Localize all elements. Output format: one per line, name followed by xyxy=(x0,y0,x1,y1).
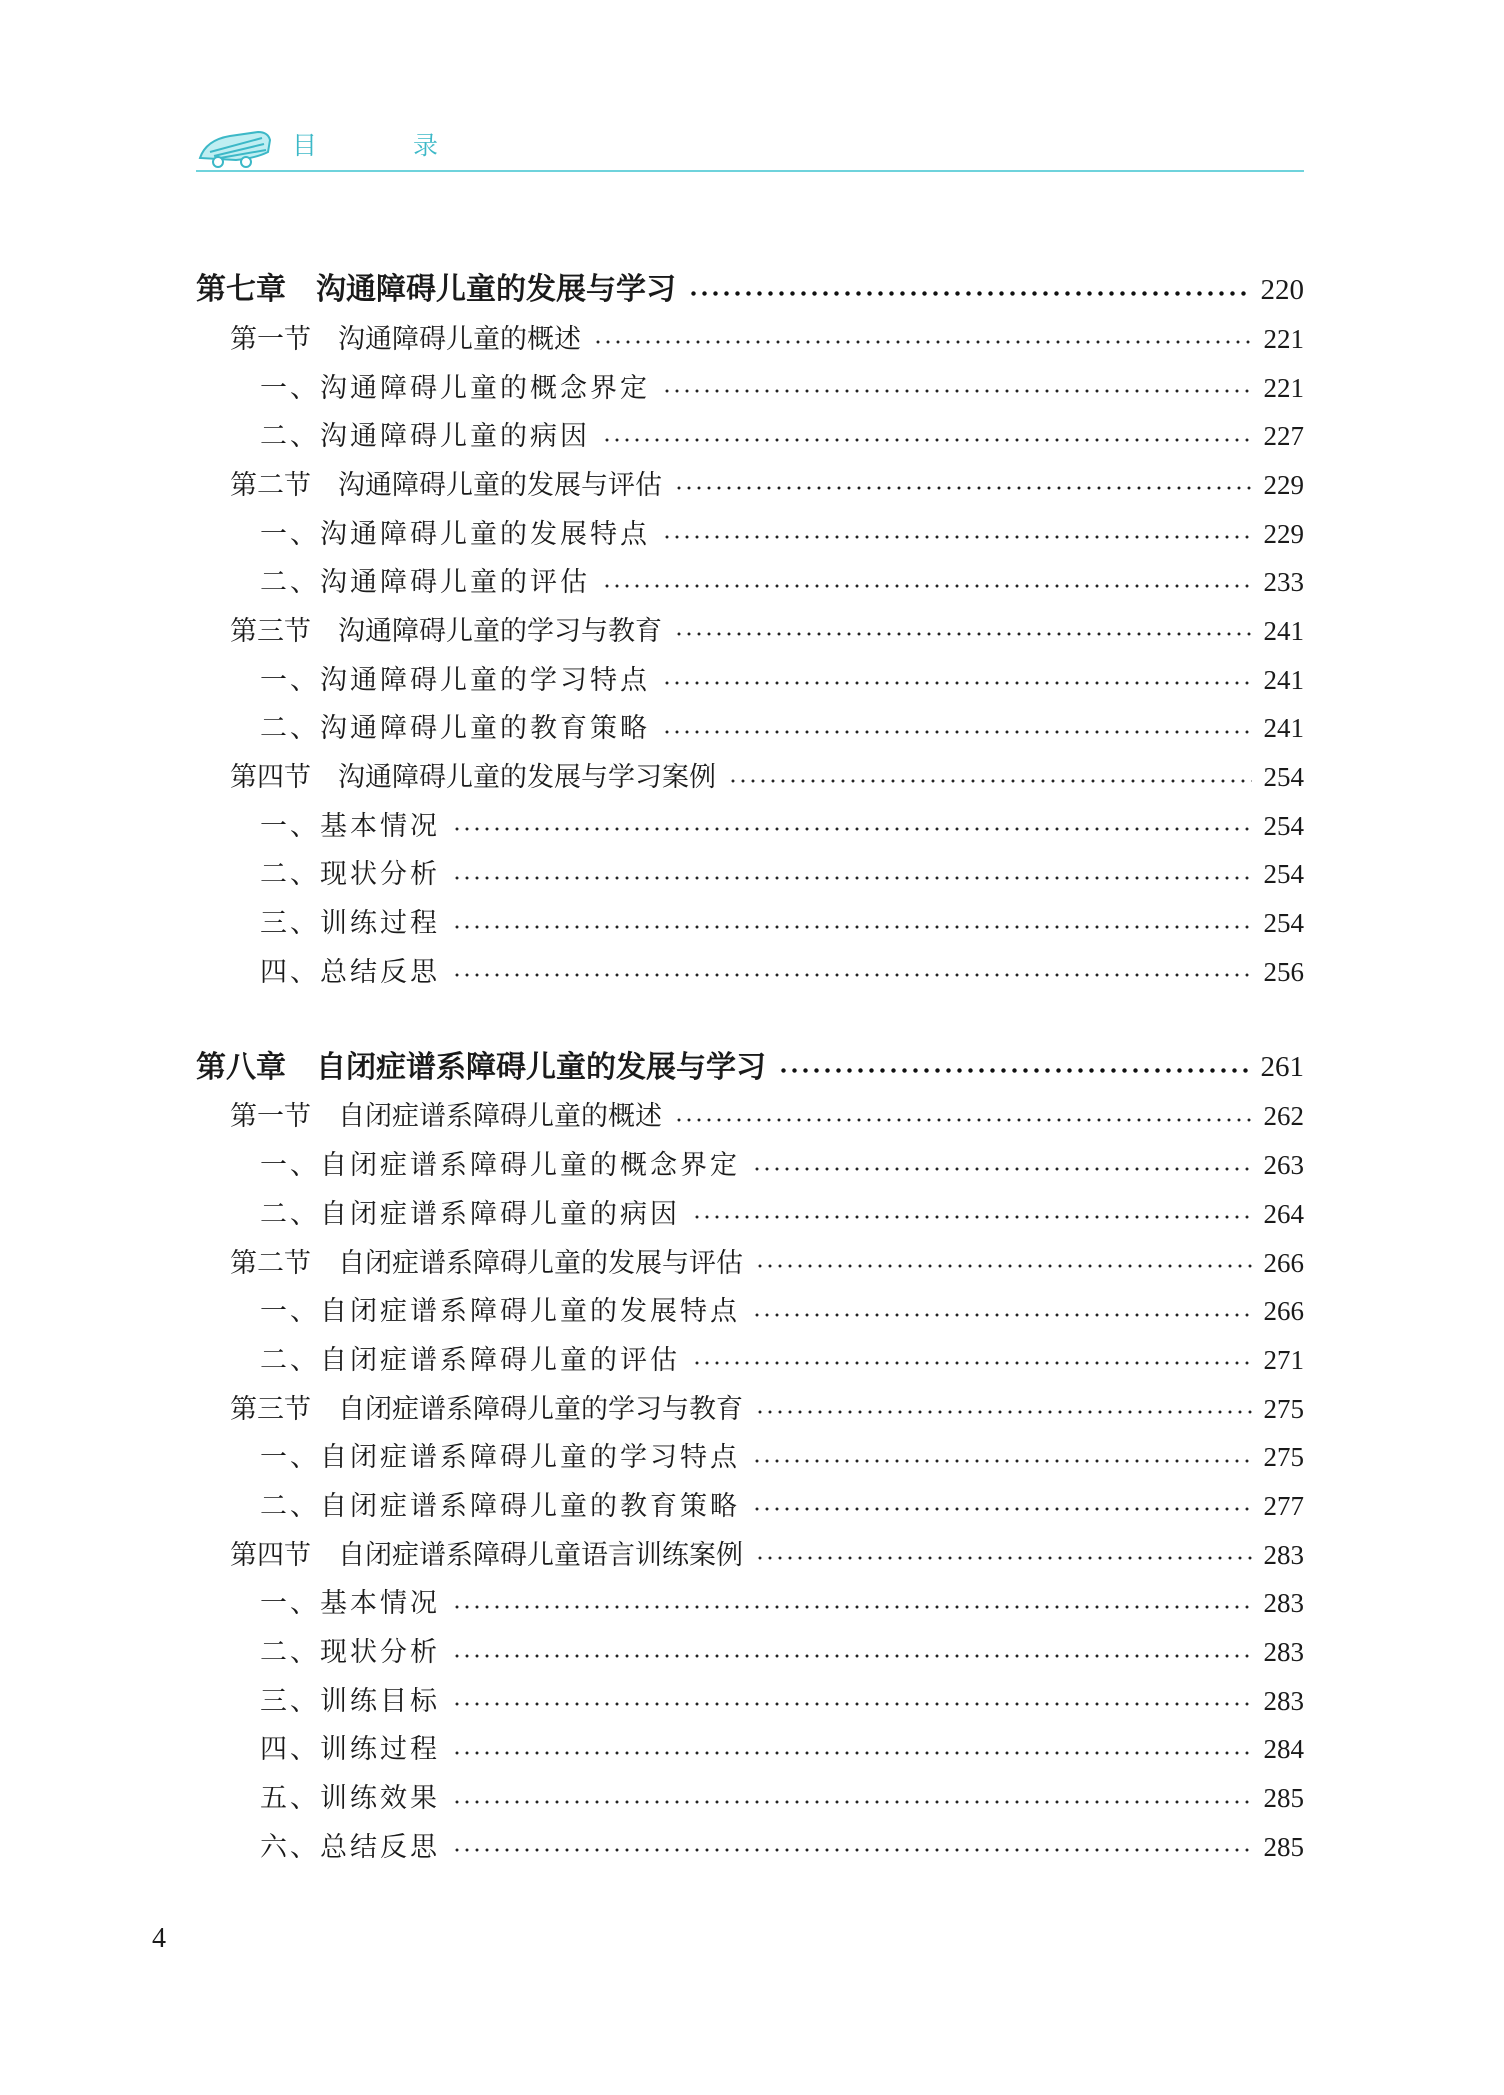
toc-entry-title: 一、基本情况 xyxy=(260,1588,440,1620)
toc-page-number: 283 xyxy=(1263,1637,1304,1668)
toc-page-number: 256 xyxy=(1263,956,1304,987)
toc-page-number: 275 xyxy=(1263,1442,1304,1473)
toc-page-number: 275 xyxy=(1263,1393,1304,1424)
toc-page-number: 241 xyxy=(1263,664,1304,695)
toc-entry-title: 第二节 自闭症谱系障碍儿童的发展与评估 xyxy=(230,1247,743,1279)
toc-item-row[interactable] xyxy=(196,1726,1304,1775)
toc-page-number: 262 xyxy=(1263,1101,1304,1132)
toc-item-row[interactable] xyxy=(196,705,1304,754)
toc-page-number: 221 xyxy=(1263,323,1304,354)
dot-leader xyxy=(662,389,1252,393)
toc-page-number: 241 xyxy=(1263,713,1304,744)
toc-section-row[interactable] xyxy=(196,315,1304,364)
toc-page-number: 283 xyxy=(1263,1588,1304,1619)
dot-leader xyxy=(752,1313,1252,1317)
dot-leader xyxy=(452,925,1252,929)
dot-leader xyxy=(452,827,1252,831)
toc-page-number: 261 xyxy=(1260,1051,1304,1084)
toc-entry-title: 第四节 自闭症谱系障碍儿童语言训练案例 xyxy=(230,1539,743,1571)
toc-entry-title: 三、训练过程 xyxy=(260,908,440,940)
toc-page-number: 264 xyxy=(1263,1198,1304,1229)
header-title: 目 录 xyxy=(292,131,482,160)
toc-chapter-row[interactable] xyxy=(196,265,1304,315)
toc-section-row[interactable] xyxy=(196,1531,1304,1580)
toc-chapter-block xyxy=(196,265,1304,997)
toc-entry-title: 四、总结反思 xyxy=(260,956,440,988)
toc-entry-title: 第三节 沟通障碍儿童的学习与教育 xyxy=(230,615,662,647)
table-of-contents xyxy=(196,265,1304,1918)
toc-entry-title: 六、总结反思 xyxy=(260,1831,440,1863)
toc-page-number: 233 xyxy=(1263,567,1304,598)
dot-leader xyxy=(674,486,1252,490)
toc-entry-title: 二、自闭症谱系障碍儿童的教育策略 xyxy=(260,1490,740,1522)
toc-item-row[interactable] xyxy=(196,1190,1304,1239)
toc-entry-title: 第七章 沟通障碍儿童的发展与学习 xyxy=(196,272,676,307)
dot-leader xyxy=(662,730,1252,734)
dot-leader xyxy=(674,632,1252,636)
page-number: 4 xyxy=(152,1923,166,1954)
toc-page-number: 229 xyxy=(1263,469,1304,500)
toc-entry-title: 一、自闭症谱系障碍儿童的概念界定 xyxy=(260,1150,740,1182)
toc-page-number: 254 xyxy=(1263,908,1304,939)
toc-page-number: 227 xyxy=(1263,421,1304,452)
dot-leader xyxy=(452,876,1252,880)
dot-leader xyxy=(755,1556,1252,1560)
toc-item-row[interactable] xyxy=(196,510,1304,559)
toc-page-number: 220 xyxy=(1260,273,1304,306)
toc-page-number: 241 xyxy=(1263,615,1304,646)
toc-entry-title: 第四节 沟通障碍儿童的发展与学习案例 xyxy=(230,762,716,794)
toc-item-row[interactable] xyxy=(196,656,1304,705)
toc-entry-title: 一、自闭症谱系障碍儿童的发展特点 xyxy=(260,1296,740,1328)
toc-item-row[interactable] xyxy=(196,1433,1304,1482)
dot-leader xyxy=(662,535,1252,539)
toc-page-number: 283 xyxy=(1263,1539,1304,1570)
dot-leader xyxy=(452,1654,1252,1658)
dot-leader xyxy=(593,340,1252,344)
toc-section-row[interactable] xyxy=(196,1239,1304,1288)
toc-entry-title: 二、现状分析 xyxy=(260,1637,440,1669)
toc-item-row[interactable] xyxy=(196,1677,1304,1726)
vehicle-logo-icon xyxy=(196,118,276,170)
dot-leader xyxy=(452,1702,1252,1706)
toc-entry-title: 三、训练目标 xyxy=(260,1685,440,1717)
dot-leader xyxy=(674,1118,1252,1122)
toc-page-number: 271 xyxy=(1263,1344,1304,1375)
dot-leader xyxy=(752,1507,1252,1511)
toc-entry-title: 二、沟通障碍儿童的教育策略 xyxy=(260,713,650,745)
toc-item-row[interactable] xyxy=(196,1823,1304,1872)
toc-item-row[interactable] xyxy=(196,1336,1304,1385)
toc-item-row[interactable] xyxy=(196,412,1304,461)
toc-page-number: 221 xyxy=(1263,372,1304,403)
dot-leader xyxy=(755,1264,1252,1268)
toc-entry-title: 第二节 沟通障碍儿童的发展与评估 xyxy=(230,469,662,501)
dot-leader xyxy=(602,438,1252,442)
toc-item-row[interactable] xyxy=(196,899,1304,948)
toc-page-number: 254 xyxy=(1263,810,1304,841)
toc-chapter-block xyxy=(196,1043,1304,1872)
toc-section-row[interactable] xyxy=(196,607,1304,656)
toc-chapter-row[interactable] xyxy=(196,1043,1304,1093)
toc-page-number: 263 xyxy=(1263,1150,1304,1181)
toc-entry-title: 第三节 自闭症谱系障碍儿童的学习与教育 xyxy=(230,1393,743,1425)
toc-page-number: 285 xyxy=(1263,1831,1304,1862)
toc-entry-title: 二、自闭症谱系障碍儿童的评估 xyxy=(260,1344,680,1376)
dot-leader xyxy=(452,1800,1252,1804)
running-header xyxy=(196,118,1304,172)
toc-item-row[interactable] xyxy=(196,1141,1304,1190)
toc-item-row[interactable] xyxy=(196,948,1304,997)
toc-item-row[interactable] xyxy=(196,1287,1304,1336)
toc-page-number: 229 xyxy=(1263,518,1304,549)
toc-page-number: 285 xyxy=(1263,1783,1304,1814)
toc-entry-title: 一、沟通障碍儿童的概念界定 xyxy=(260,372,650,404)
dot-leader xyxy=(692,1361,1252,1365)
toc-entry-title: 二、现状分析 xyxy=(260,859,440,891)
toc-item-row[interactable] xyxy=(196,1482,1304,1531)
dot-leader xyxy=(602,584,1252,588)
toc-item-row[interactable] xyxy=(196,851,1304,900)
toc-entry-title: 二、沟通障碍儿童的病因 xyxy=(260,421,590,453)
toc-page-number: 284 xyxy=(1263,1734,1304,1765)
toc-page-number: 266 xyxy=(1263,1296,1304,1327)
toc-section-row[interactable] xyxy=(196,1385,1304,1434)
toc-section-row[interactable] xyxy=(196,461,1304,510)
toc-item-row[interactable] xyxy=(196,802,1304,851)
toc-page-number: 266 xyxy=(1263,1247,1304,1278)
dot-leader xyxy=(452,1848,1252,1852)
toc-entry-title: 二、沟通障碍儿童的评估 xyxy=(260,567,590,599)
toc-item-row[interactable] xyxy=(196,1774,1304,1823)
dot-leader xyxy=(452,973,1252,977)
dot-leader xyxy=(688,291,1249,296)
dot-leader xyxy=(752,1167,1252,1171)
toc-entry-title: 一、沟通障碍儿童的学习特点 xyxy=(260,664,650,696)
dot-leader xyxy=(728,779,1252,783)
toc-item-row[interactable] xyxy=(196,558,1304,607)
toc-entry-title: 第八章 自闭症谱系障碍儿童的发展与学习 xyxy=(196,1049,766,1085)
toc-entry-title: 一、基本情况 xyxy=(260,810,440,842)
dot-leader xyxy=(755,1410,1252,1414)
toc-entry-title: 第一节 沟通障碍儿童的概述 xyxy=(230,323,581,355)
toc-entry-title: 二、自闭症谱系障碍儿童的病因 xyxy=(260,1198,680,1230)
dot-leader xyxy=(692,1215,1252,1219)
toc-entry-title: 一、沟通障碍儿童的发展特点 xyxy=(260,518,650,550)
toc-item-row[interactable] xyxy=(196,364,1304,413)
toc-entry-title: 五、训练效果 xyxy=(260,1783,440,1815)
toc-entry-title: 一、自闭症谱系障碍儿童的学习特点 xyxy=(260,1442,740,1474)
dot-leader xyxy=(452,1751,1252,1755)
toc-item-row[interactable] xyxy=(196,1628,1304,1677)
dot-leader xyxy=(662,681,1252,685)
toc-page-number: 277 xyxy=(1263,1490,1304,1521)
toc-entry-title: 四、训练过程 xyxy=(260,1734,440,1766)
toc-section-row[interactable] xyxy=(196,753,1304,802)
toc-page-number: 254 xyxy=(1263,762,1304,793)
toc-section-row[interactable] xyxy=(196,1093,1304,1142)
toc-page-number: 254 xyxy=(1263,859,1304,890)
dot-leader xyxy=(452,1605,1252,1609)
dot-leader xyxy=(752,1459,1252,1463)
toc-page-number: 283 xyxy=(1263,1685,1304,1716)
dot-leader xyxy=(778,1068,1249,1073)
toc-entry-title: 第一节 自闭症谱系障碍儿童的概述 xyxy=(230,1101,662,1133)
toc-item-row[interactable] xyxy=(196,1580,1304,1629)
